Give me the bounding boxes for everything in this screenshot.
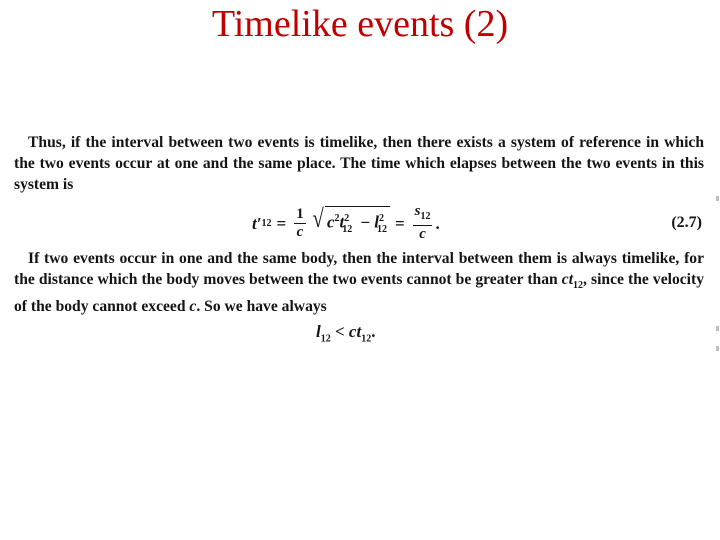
eq-equals-2: = xyxy=(394,213,405,233)
equation-row xyxy=(14,200,704,244)
paragraph-1: Thus, if the interval between two events is timelike, then there exists a system of reference in which the two events occur at one and the same place. The time which elapses between the two events in this system is xyxy=(14,134,704,193)
scan-edge-mark xyxy=(716,326,719,331)
inequality-row xyxy=(14,317,704,351)
eq-square-root: √ $c^2t^2_{12} - l^2_{12}$ xyxy=(311,206,390,240)
equation-number: (2.7) xyxy=(671,214,702,231)
radical-sign-icon: √ xyxy=(312,203,324,233)
equation-2-7: t′ 12 = $\frac{1}{c}$ √ $c^2t^2_{12} - l^2_{12}$ = $\frac{s_{12}}{c}$ . xyxy=(252,203,440,242)
eq-fraction-1: $\frac{1}{c}$ xyxy=(296,205,304,240)
eq-lhs: t′ xyxy=(252,213,262,233)
scan-edge-mark xyxy=(716,346,719,351)
eq-fraction-2: $\frac{s_{12}}{c}$ xyxy=(414,203,431,242)
scan-edge-mark xyxy=(716,196,719,201)
eq-equals-1: = xyxy=(276,213,287,233)
inequality: $l_{12} < ct_{12}$. xyxy=(316,322,376,345)
paragraph-2: If two events occur in one and the same body, then the interval between them is always timelike, for the distance which the body moves between the two events cannot be greater than $ct_{12}$, since the velocity of the body cannot exceed c. So we have always xyxy=(14,250,704,316)
scanned-text-passage xyxy=(14,132,704,351)
slide-title: Timelike events (2) xyxy=(211,3,509,45)
